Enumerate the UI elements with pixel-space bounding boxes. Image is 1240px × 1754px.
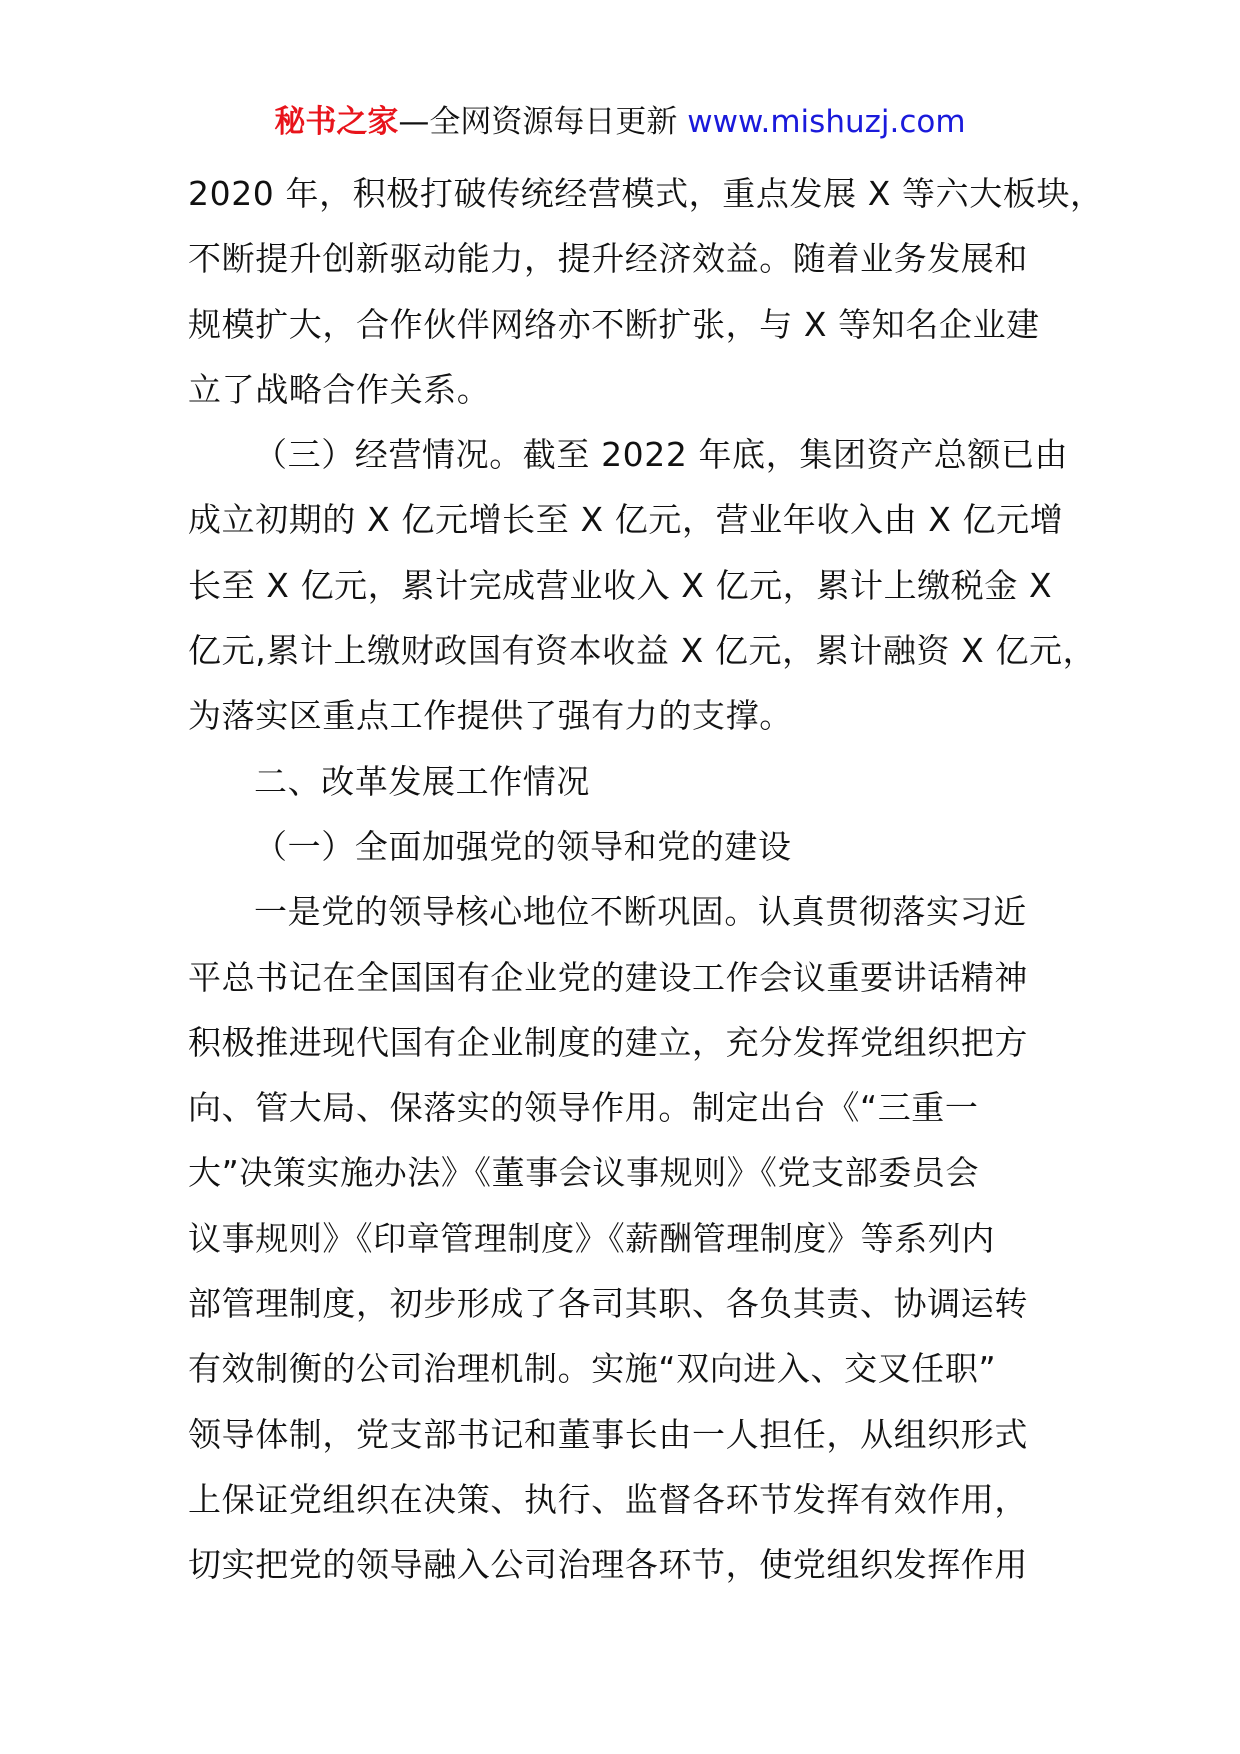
document-body <box>188 161 1104 1598</box>
text-line: 2020 年，积极打破传统经营模式，重点发展 X 等六大板块， <box>188 174 1104 213</box>
text-line: 有效制衡的公司治理机制。实施“双向进入、交叉任职” <box>188 1349 997 1389</box>
section-heading: 二、改革发展工作情况 <box>254 761 590 801</box>
text-line: 平总书记在全国国有企业党的建设工作会议重要讲话精神 <box>188 957 1028 997</box>
text-line: 大”决策实施办法》《董事会议事规则》《党支部委员会 <box>188 1153 980 1193</box>
brand-name: 秘书之家 <box>274 104 399 140</box>
text-line: 领导体制，党支部书记和董事长由一人担任，从组织形式 <box>188 1414 1028 1454</box>
header-tagline: —全网资源每日更新 <box>398 104 688 140</box>
text-line: 上保证党组织在决策、执行、监督各环节发挥有效作用， <box>188 1479 1028 1519</box>
text-line: 长至 X 亿元，累计完成营业收入 X 亿元，累计上缴税金 X <box>188 565 1053 605</box>
text-line: 议事规则》《印章管理制度》《薪酬管理制度》等系列内 <box>188 1218 995 1258</box>
text-line: 向、管大局、保落实的领导作用。制定出台《“三重一 <box>188 1088 979 1128</box>
text-line: 规模扩大，合作伙伴网络亦不断扩张，与 X 等知名企业建 <box>188 304 1040 344</box>
site-url[interactable]: www.mishuzj.com <box>687 104 966 140</box>
text-line: 不断提升创新驱动能力，提升经济效益。随着业务发展和 <box>188 239 1028 279</box>
text-line: 立了战略合作关系。 <box>188 369 491 409</box>
text-line: 为落实区重点工作提供了强有力的支撑。 <box>188 696 793 736</box>
text-line: 部管理制度，初步形成了各司其职、各负其责、协调运转 <box>188 1284 1028 1324</box>
text-line: 亿元,累计上缴财政国有资本收益 X 亿元，累计融资 X 亿元， <box>188 631 1097 671</box>
text-line: 成立初期的 X 亿元增长至 X 亿元，营业年收入由 X 亿元增 <box>188 500 1064 540</box>
paragraph-leadership-start: 一是党的领导核心地位不断巩固。认真贯彻落实习近 <box>254 892 1027 932</box>
subsection-heading: （一）全面加强党的领导和党的建设 <box>254 826 792 866</box>
text-line: 切实把党的领导融入公司治理各环节，使党组织发挥作用 <box>188 1545 1028 1585</box>
paragraph-operations-start: （三）经营情况。截至 2022 年底，集团资产总额已由 <box>254 435 1069 475</box>
page-header <box>0 100 1240 144</box>
text-line: 积极推进现代国有企业制度的建立，充分发挥党组织把方 <box>188 1022 1028 1062</box>
